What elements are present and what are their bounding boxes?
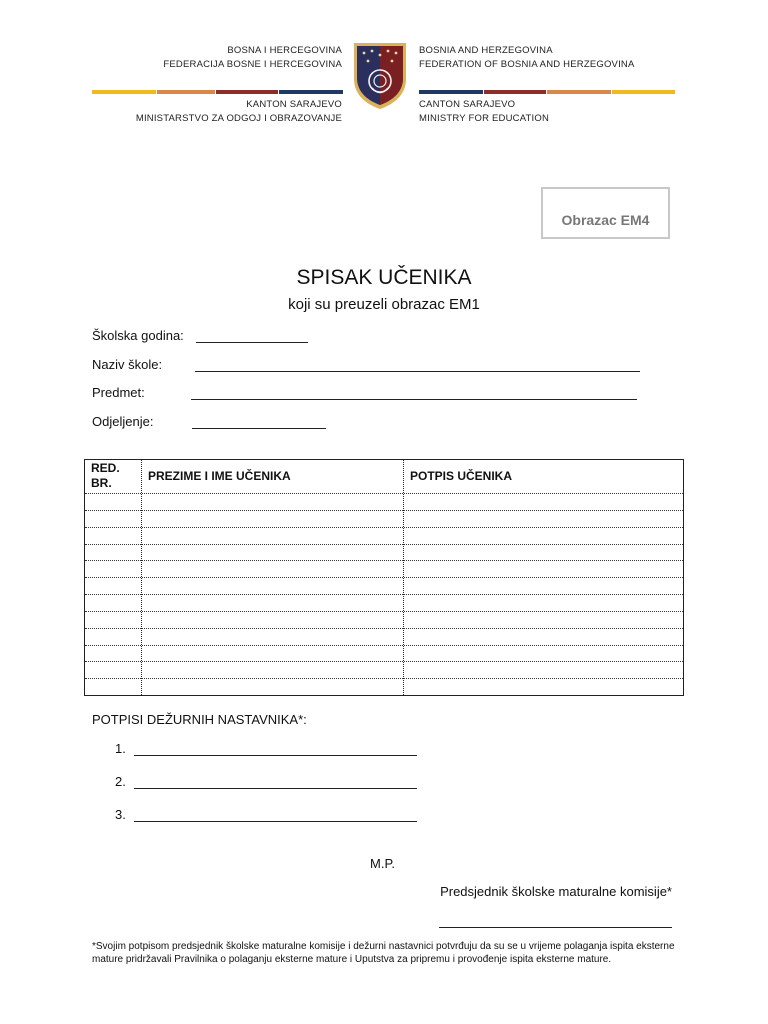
signature-number-3: 3. — [115, 807, 126, 822]
signature-number-1: 1. — [115, 741, 126, 756]
table-row — [85, 661, 683, 662]
table-row — [85, 628, 683, 629]
stamp-label: M.P. — [370, 856, 396, 871]
header-canton-bs: KANTON SARAJEVO — [246, 99, 342, 110]
subject-field[interactable] — [191, 399, 637, 400]
teacher-signature-line-3[interactable] — [134, 821, 417, 822]
table-row — [85, 544, 683, 545]
table-row — [85, 577, 683, 578]
signature-number-2: 2. — [115, 774, 126, 789]
table-row — [85, 594, 683, 595]
header-bar-navy-right — [419, 90, 483, 94]
header-row-number-line1: RED. — [91, 461, 120, 475]
header-bar-orange-right — [547, 90, 611, 94]
header-federation-en: FEDERATION OF BOSNIA AND HERZEGOVINA — [419, 59, 635, 70]
teacher-signature-line-2[interactable] — [134, 788, 417, 789]
header-left-bottom — [136, 98, 342, 126]
subject-label: Predmet: — [92, 385, 145, 400]
header-ministry-en: MINISTRY FOR EDUCATION — [419, 113, 550, 124]
header-bar-maroon-right — [484, 90, 546, 94]
school-year-field[interactable] — [196, 342, 308, 343]
table-row — [85, 527, 683, 528]
header-row-number-line2: BR. — [91, 476, 112, 490]
table-row — [85, 510, 683, 511]
teacher-signatures-title: POTPISI DEŽURNIH NASTAVNIKA*: — [92, 712, 307, 727]
school-name-field[interactable] — [195, 371, 640, 372]
header-bar-maroon-left — [216, 90, 278, 94]
class-field[interactable] — [192, 428, 326, 429]
teacher-signature-line-1[interactable] — [134, 755, 417, 756]
header-bar-yellow-left — [92, 90, 156, 94]
header-right-bottom — [419, 98, 549, 126]
table-row — [85, 678, 683, 679]
header-canton-en: CANTON SARAJEVO — [419, 99, 516, 110]
form-code-label: Obrazac EM4 — [561, 212, 650, 228]
president-label: Predsjednik školske maturalne komisije* — [440, 884, 672, 899]
table-row — [85, 493, 683, 494]
header-federation-bs: FEDERACIJA BOSNE I HERCEGOVINA — [163, 59, 342, 70]
school-year-label: Školska godina: — [92, 328, 184, 343]
coat-of-arms-icon — [352, 41, 408, 111]
students-table — [84, 459, 684, 696]
header-left-top — [163, 44, 342, 72]
header-bar-orange-left — [157, 90, 215, 94]
header-bar-navy-left — [279, 90, 343, 94]
header-student-name: PREZIME I IME UČENIKA — [148, 469, 291, 483]
president-signature-line[interactable] — [439, 927, 672, 928]
class-label: Odjeljenje: — [92, 414, 154, 429]
header-right-top — [419, 44, 635, 72]
header-bar-yellow-right — [612, 90, 675, 94]
document-title: SPISAK UČENIKA — [296, 266, 472, 289]
header-ministry-bs: MINISTARSTVO ZA ODGOJ I OBRAZOVANJE — [135, 113, 342, 124]
header-country-en: BOSNIA AND HERZEGOVINA — [419, 45, 553, 56]
header-row-number — [91, 461, 120, 491]
footnote: *Svojim potpisom predsjednik školske maturalne komisije i dežurni nastavnici potvrđuju da su se u vrijeme polaganja ispita eksterne mature pridržavali Pravilnika o polaganju eksterne mature i Uputstva za pripremu i provođenje ispita eksterne mature. — [92, 941, 675, 965]
table-row — [85, 611, 683, 612]
document-subtitle: koji su preuzeli obrazac EM1 — [288, 296, 480, 313]
header-country-bs: BOSNA I HERCEGOVINA — [227, 45, 342, 56]
school-name-label: Naziv škole: — [92, 357, 163, 372]
header-student-signature: POTPIS UČENIKA — [410, 469, 513, 483]
table-row — [85, 645, 683, 646]
form-code-box — [541, 187, 670, 239]
table-row — [85, 560, 683, 561]
